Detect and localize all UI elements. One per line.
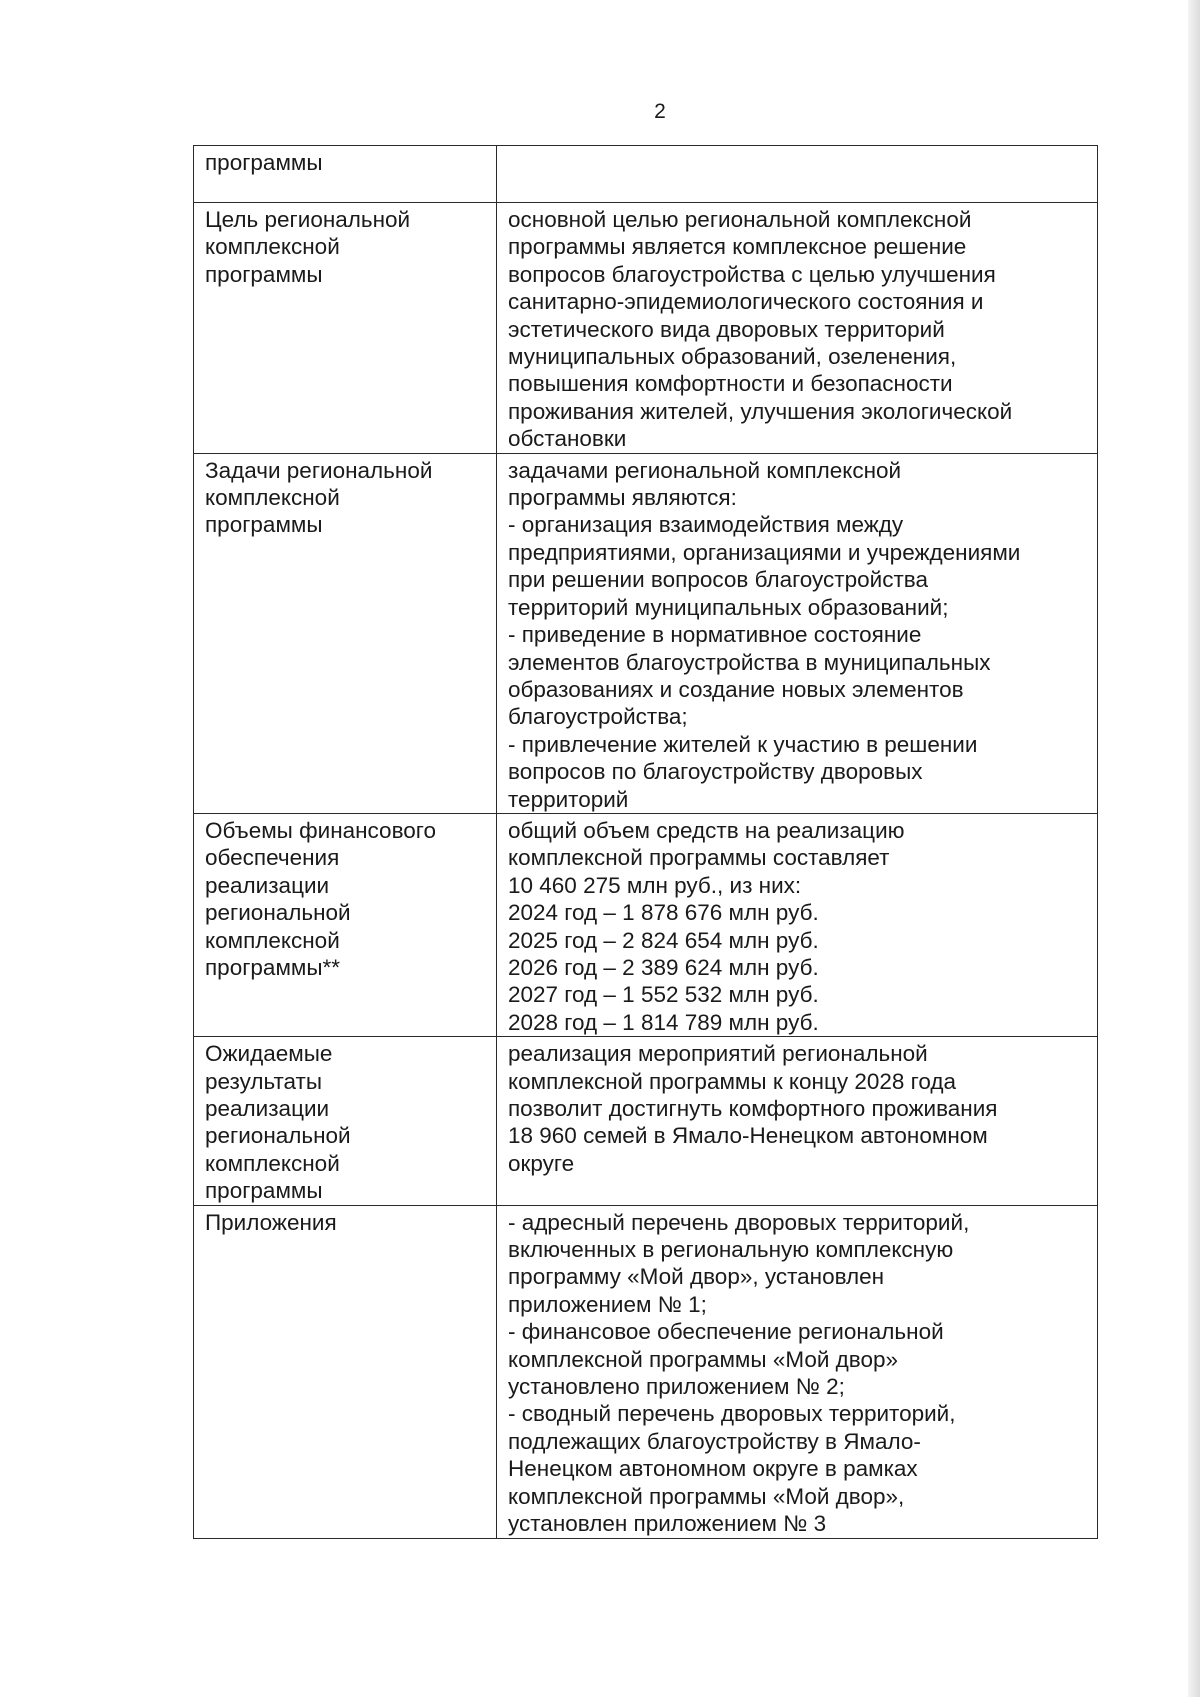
row-value-line: территорий — [508, 786, 629, 812]
row-label-cell — [194, 813, 497, 1036]
passport-table-body — [194, 146, 1098, 1539]
row-value-line: 2028 год – 1 814 789 млн руб. — [508, 1009, 819, 1035]
row-value-line: обстановки — [508, 426, 627, 452]
row-value-cell — [497, 203, 1098, 454]
row-value-line: 2024 год – 1 878 676 млн руб. — [508, 900, 819, 926]
row-value-line: - организация взаимодействия между — [508, 512, 904, 538]
row-label-line: Ожидаемые — [205, 1041, 333, 1067]
row-value-line: основной целью региональной комплексной — [508, 207, 972, 232]
row-label-cell — [194, 203, 497, 454]
row-value-line: позволит достигнуть комфортного проживания — [508, 1096, 998, 1121]
row-value-line: проживания жителей, улучшения экологической — [508, 398, 1013, 424]
row-value-line: - привлечение жителей к участию в решении — [508, 731, 978, 757]
row-label-line: программы — [205, 512, 323, 538]
row-label-line: региональной — [205, 900, 351, 926]
row-label-line: Объемы финансового — [205, 817, 437, 843]
row-label-line: Цель региональной — [205, 207, 411, 232]
row-label-line: программы — [205, 261, 323, 287]
passport-row — [194, 1205, 1098, 1538]
row-value-line: предприятиями, организациями и учреждениями — [508, 539, 1021, 565]
row-value-line: комплексной программы составляет — [508, 845, 890, 871]
row-label-line: Приложения — [205, 1209, 337, 1235]
passport-row — [194, 453, 1098, 813]
row-value-line: - финансовое обеспечение региональной — [508, 1319, 944, 1345]
row-value-line: территорий муниципальных образований; — [508, 594, 949, 620]
scan-page-edge — [1188, 0, 1200, 1697]
row-label-line: комплексной — [205, 1150, 340, 1176]
row-value-line: вопросов благоустройства с целью улучшения — [508, 261, 996, 287]
row-value-line: общий объем средств на реализацию — [508, 817, 905, 843]
row-label-cell — [194, 146, 497, 203]
row-value-line: подлежащих благоустройству в Ямало- — [508, 1428, 921, 1454]
row-value-line: 2025 год – 2 824 654 млн руб. — [508, 927, 819, 953]
row-label-cell — [194, 1205, 497, 1538]
row-value-cell — [497, 813, 1098, 1036]
row-label-line: комплексной — [205, 485, 340, 511]
row-value-line: - сводный перечень дворовых территорий, — [508, 1401, 956, 1427]
row-label-cell — [194, 1037, 497, 1205]
row-value-line: комплексной программы к концу 2028 года — [508, 1068, 957, 1094]
row-value-line: округе — [508, 1150, 575, 1176]
row-label-line: региональной — [205, 1123, 351, 1149]
row-value-line: 10 460 275 млн руб., из них: — [508, 872, 802, 898]
row-value-line: 2026 год – 2 389 624 млн руб. — [508, 954, 819, 980]
row-label-line: реализации — [205, 1096, 330, 1121]
passport-row — [194, 1037, 1098, 1205]
row-value-line: приложением № 1; — [508, 1291, 707, 1317]
passport-row — [194, 813, 1098, 1036]
row-value-line: повышения комфортности и безопасности — [508, 371, 953, 397]
row-value-cell — [497, 453, 1098, 813]
row-value-line: программы являются: — [508, 485, 737, 511]
passport-row — [194, 146, 1098, 203]
passport-row — [194, 203, 1098, 454]
row-value-line: комплексной программы «Мой двор» — [508, 1346, 899, 1372]
row-value-line: 2027 год – 1 552 532 млн руб. — [508, 982, 819, 1008]
row-value-line: установлено приложением № 2; — [508, 1374, 845, 1400]
row-value-cell — [497, 1037, 1098, 1205]
row-label-line: программы — [205, 1178, 323, 1204]
row-value-line: образованиях и создание новых элементов — [508, 676, 964, 702]
row-value-line: - адресный перечень дворовых территорий, — [508, 1209, 970, 1235]
row-value-line: эстетического вида дворовых территорий — [508, 316, 945, 342]
row-value-line: - приведение в нормативное состояние — [508, 622, 922, 648]
row-label-line: программы — [205, 150, 323, 175]
page-number: 2 — [654, 100, 666, 123]
row-label-line: обеспечения — [205, 845, 340, 871]
row-value-line: благоустройства; — [508, 704, 688, 730]
row-label-cell — [194, 453, 497, 813]
row-label-line: комплексной — [205, 927, 340, 953]
row-label-line: комплексной — [205, 234, 340, 260]
row-label-line: результаты — [205, 1068, 322, 1094]
row-value-cell — [497, 146, 1098, 203]
row-label-line: реализации — [205, 872, 330, 898]
row-value-line: 18 960 семей в Ямало-Ненецком автономном — [508, 1123, 988, 1149]
row-value-line: реализация мероприятий региональной — [508, 1041, 928, 1067]
program-passport-table — [193, 145, 1098, 1539]
row-value-line: при решении вопросов благоустройства — [508, 567, 928, 593]
row-value-line: санитарно-эпидемиологического состояния и — [508, 289, 984, 315]
row-value-line: программу «Мой двор», установлен — [508, 1264, 885, 1290]
row-value-line: вопросов по благоустройству дворовых — [508, 759, 923, 785]
row-label-line: Задачи региональной — [205, 457, 433, 483]
row-value-line: Ненецком автономном округе в рамках — [508, 1456, 918, 1482]
row-value-line: комплексной программы «Мой двор», — [508, 1483, 905, 1509]
row-value-line: программы является комплексное решение — [508, 234, 967, 260]
row-value-line: муниципальных образований, озеленения, — [508, 344, 957, 370]
row-value-line: элементов благоустройства в муниципальных — [508, 649, 991, 675]
row-value-line: задачами региональной комплексной — [508, 457, 902, 483]
row-value-line: установлен приложением № 3 — [508, 1511, 827, 1537]
row-label-line: программы** — [205, 954, 341, 980]
row-value-line: включенных в региональную комплексную — [508, 1237, 954, 1263]
row-value-cell — [497, 1205, 1098, 1538]
